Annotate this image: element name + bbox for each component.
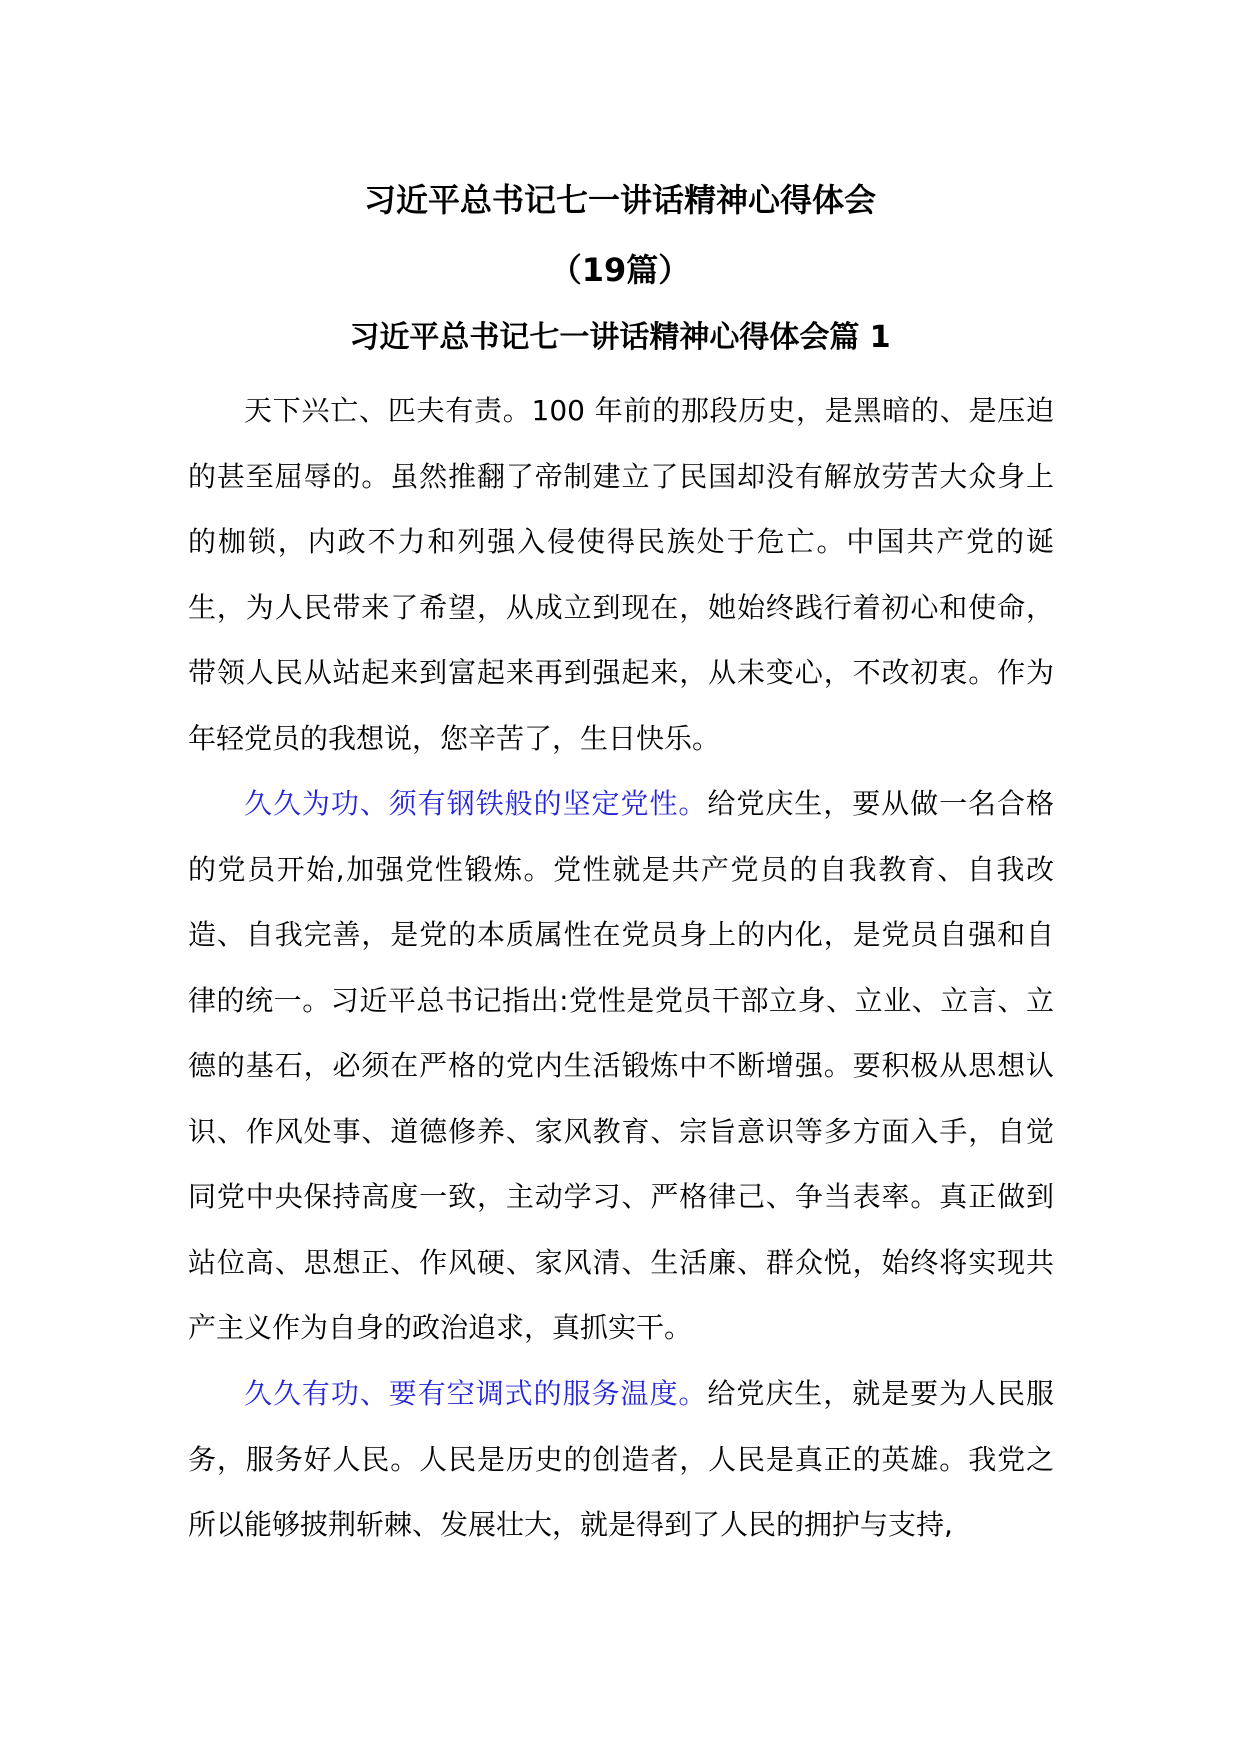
document-subtitle: （19篇）	[549, 251, 691, 289]
paragraph-3-text: 给党庆生，就是要为人民服务，服务好人民。人民是历史的创造者，人民是真正的英雄。我党之所以能够披荆斩棘、发展壮大，就是得到了人民的拥护与支持,	[188, 1377, 1054, 1541]
paragraph-2-highlight: 久久为功、须有钢铁般的坚定党性。	[244, 787, 708, 820]
paragraph-1	[188, 378, 1054, 771]
document-title: 习近平总书记七一讲话精神心得体会	[363, 181, 876, 219]
paragraph-1-text: 天下兴亡、匹夫有责。100 年前的那段历史，是黑暗的、是压迫的甚至屈辱的。虽然推翻了帝制建立了民国却没有解放劳苦大众身上的枷锁，内政不力和列强入侵使得民族处于危亡。中国共产党的诞生，为人民带来了希望，从成立到现在，她始终践行着初心和使命，带领人民从站起来到富起来再到强起来，从未变心，不改初衷。作为年轻党员的我想说，您辛苦了，生日快乐。	[188, 394, 1054, 755]
paragraph-3	[188, 1361, 1054, 1558]
section-title: 习近平总书记七一讲话精神心得体会篇 1	[349, 320, 891, 355]
paragraph-2	[188, 771, 1054, 1361]
paragraph-2-text: 给党庆生，要从做一名合格的党员开始,加强党性锻炼。党性就是共产党员的自我教育、自我改造、自我完善，是党的本质属性在党员身上的内化，是党员自强和自律的统一。习近平总书记指出:党性是党员干部立身、立业、立言、立德的基石，必须在严格的党内生活锻炼中不断增强。要积极从思想认识、作风处事、道德修养、家风教育、宗旨意识等多方面入手，自觉同党中央保持高度一致，主动学习、严格律己、争当表率。真正做到站位高、思想正、作风硬、家风清、生活廉、群众悦，始终将实现共产主义作为自身的政治追求，真抓实干。	[188, 787, 1054, 1344]
paragraph-3-highlight: 久久有功、要有空调式的服务温度。	[244, 1377, 708, 1410]
